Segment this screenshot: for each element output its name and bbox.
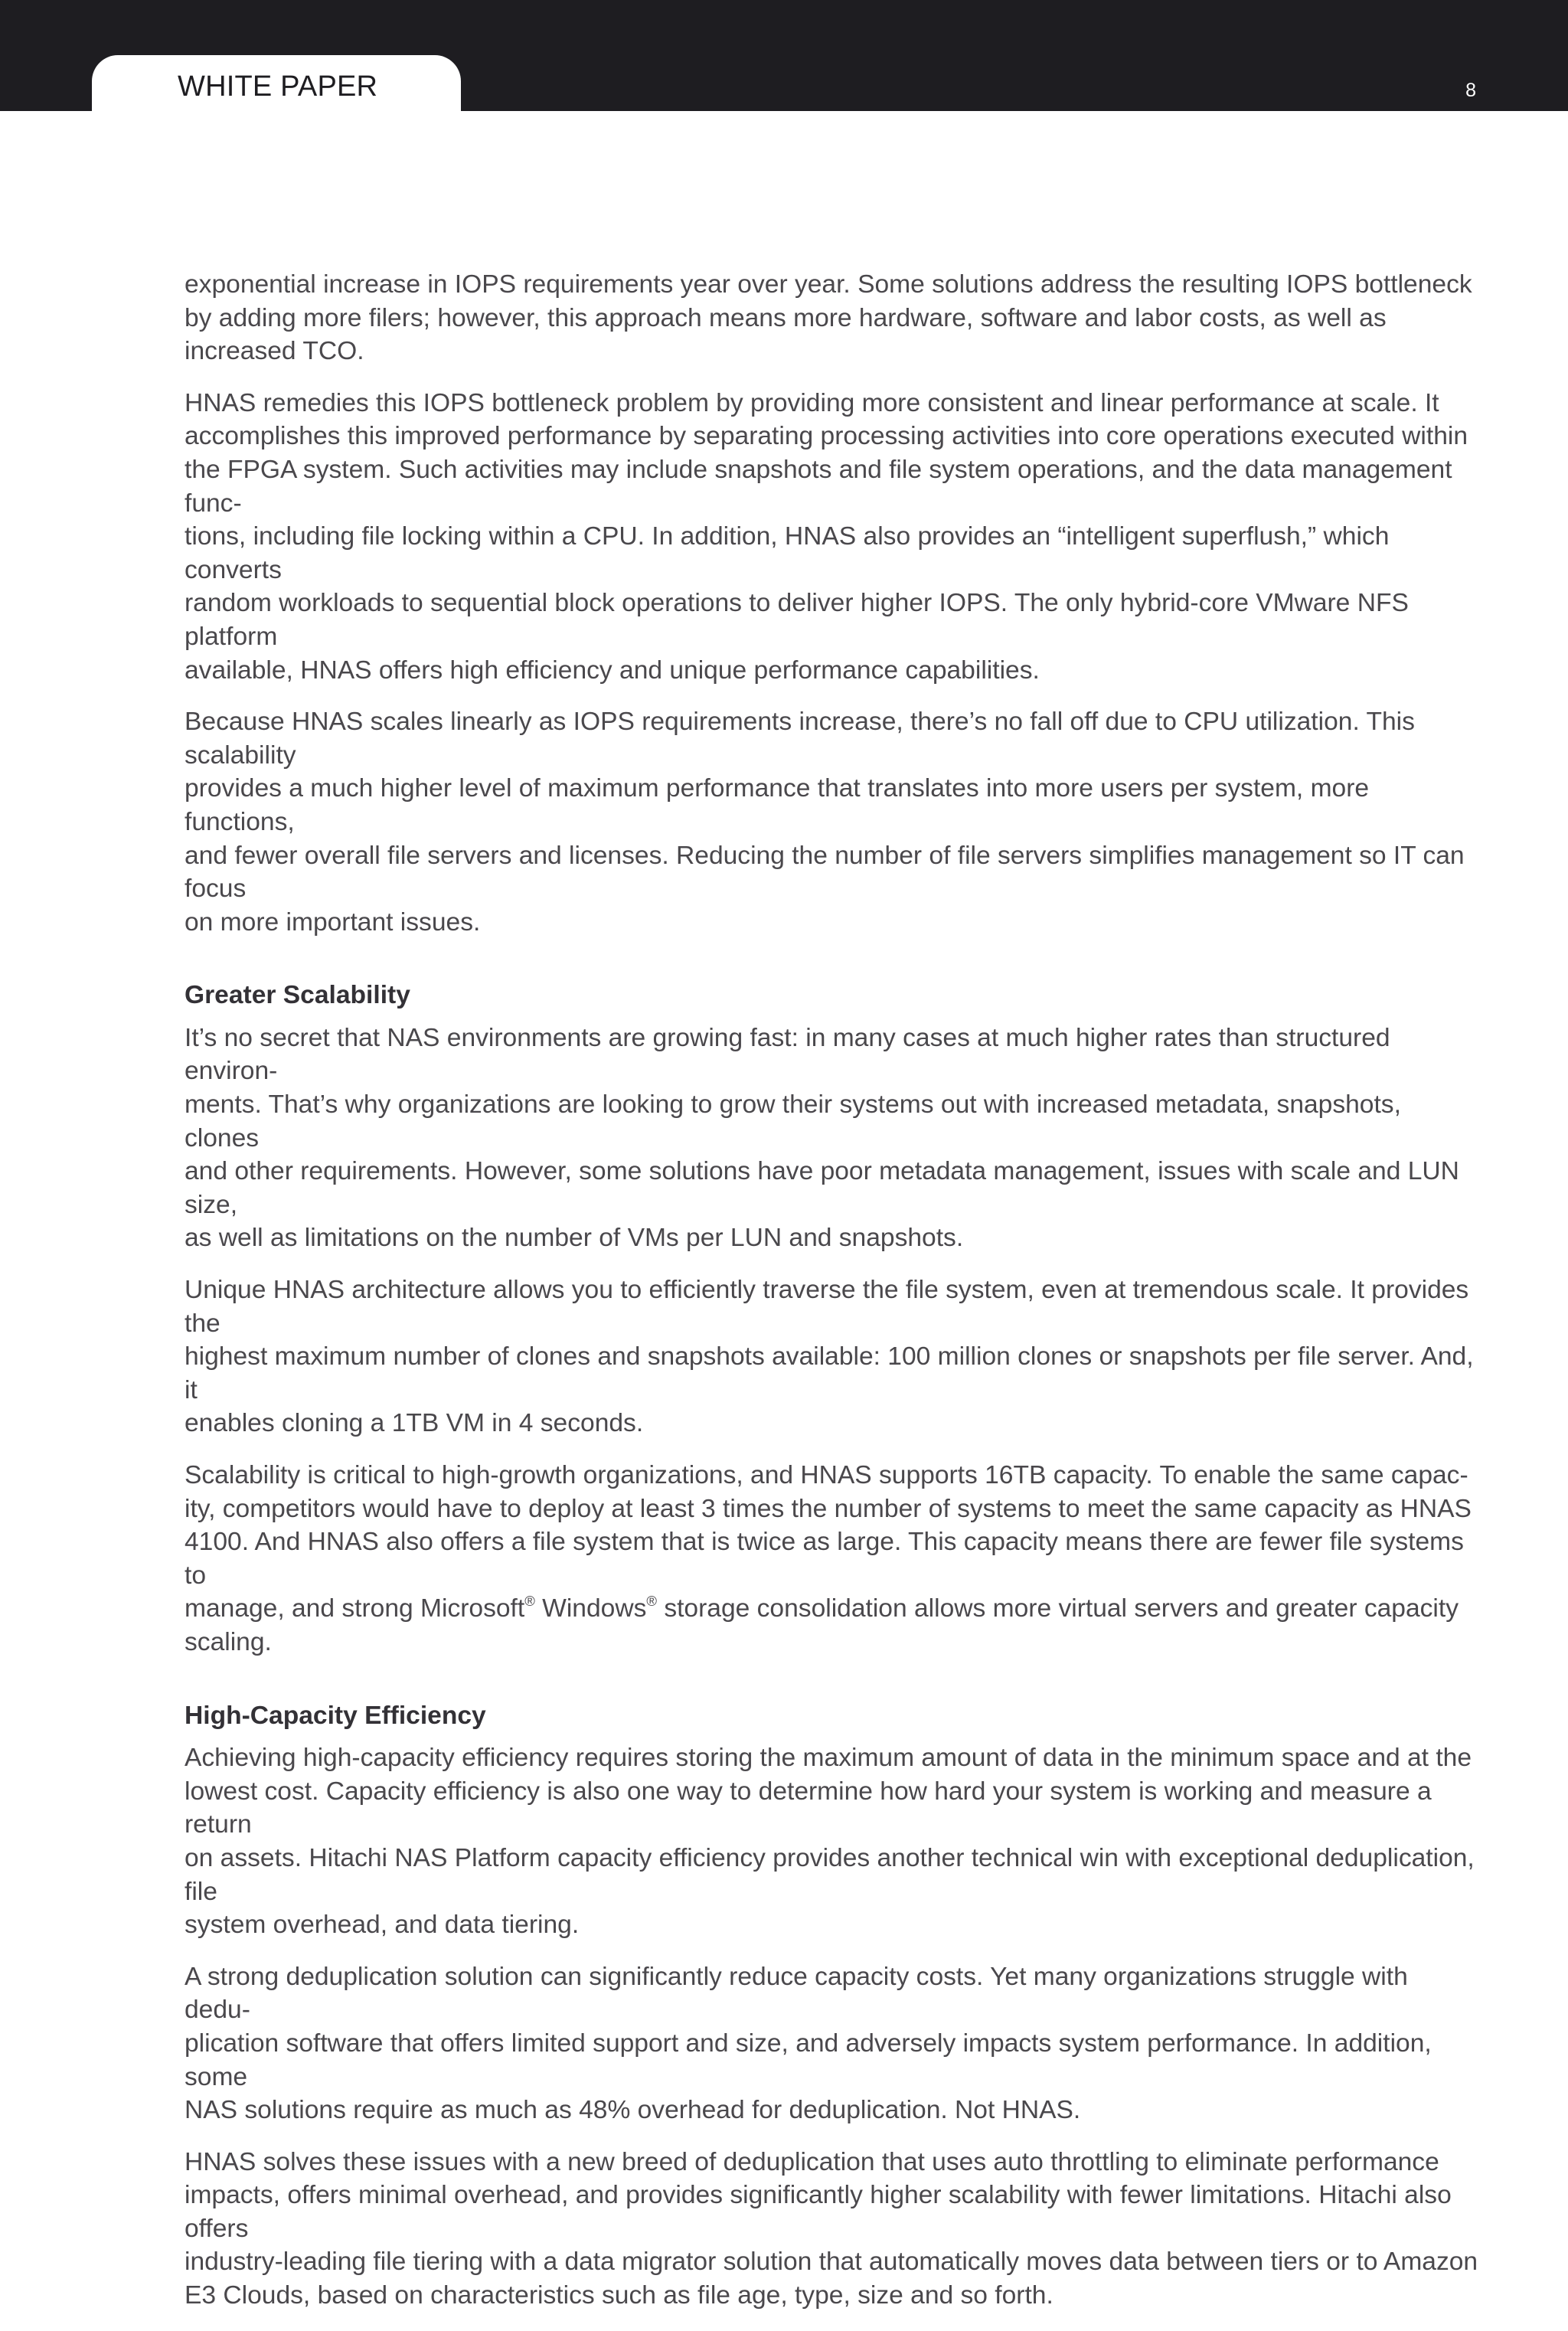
text-line: NAS solutions require as much as 48% overhead for deduplication. Not HNAS. <box>185 2096 1081 2125</box>
text-line: accomplishes this improved performance by separating processing activities into core operations executed within <box>185 422 1468 451</box>
text-line: exponential increase in IOPS requirements year over year. Some solutions address the resulting IOPS bottleneck <box>185 270 1472 299</box>
paragraph-3 <box>185 705 1478 939</box>
registered-mark: ® <box>524 1593 535 1610</box>
paragraph-2 <box>185 387 1478 687</box>
page-number: 8 <box>1465 80 1476 101</box>
text-line: by adding more filers; however, this approach means more hardware, software and labor costs, as well as <box>185 303 1387 332</box>
text-line: plication software that offers limited support and size, and adversely impacts system performance. In addition, some <box>185 2029 1432 2091</box>
text-line: increased TCO. <box>185 337 364 366</box>
text-line: highest maximum number of clones and snapshots available: 100 million clones or snapshots per file server. And, it <box>185 1342 1474 1404</box>
text-line: available, HNAS offers high efficiency and unique performance capabilities. <box>185 655 1040 685</box>
text-line: HNAS remedies this IOPS bottleneck problem by providing more consistent and linear performance at scale. It <box>185 388 1439 417</box>
paragraph-5 <box>185 1273 1478 1440</box>
text-line: and other requirements. However, some solutions have poor metadata management, issues with scale and LUN size, <box>185 1157 1459 1219</box>
body-text <box>185 268 1478 2331</box>
text-line: on more important issues. <box>185 907 481 937</box>
text-line: E3 Clouds, based on characteristics such as file age, type, size and so forth. <box>185 2281 1054 2310</box>
text-line: provides a much higher level of maximum performance that translates into more users per system, more functions, <box>185 774 1370 836</box>
text-line: lowest cost. Capacity efficiency is also one way to determine how hard your system is working and measure a return <box>185 1777 1432 1839</box>
paragraph-8 <box>185 1960 1478 2127</box>
header-bar <box>0 0 1568 111</box>
document-type-label: WHITE PAPER <box>178 70 378 103</box>
text-line: system overhead, and data tiering. <box>185 1911 580 1940</box>
text-line: Because HNAS scales linearly as IOPS requirements increase, there’s no fall off due to CPU utilization. This scalability <box>185 708 1415 770</box>
text-line: Unique HNAS architecture allows you to efficiently traverse the file system, even at tremendous scale. It provides the <box>185 1276 1469 1338</box>
paragraph-6-text-c: storage consolidation allows more virtual servers and greater capacity <box>656 1594 1459 1623</box>
registered-mark: ® <box>646 1593 657 1610</box>
paragraph-6-text-a: manage, and strong Microsoft <box>185 1594 525 1623</box>
text-line: the FPGA system. Such activities may include snapshots and file system operations, and the data management func- <box>185 455 1452 518</box>
heading-high-capacity-efficiency: High-Capacity Efficiency <box>185 1701 486 1730</box>
text-line: and fewer overall file servers and licenses. Reducing the number of file servers simplifies management so IT can focus <box>185 841 1465 904</box>
text-line: on assets. Hitachi NAS Platform capacity efficiency provides another technical win with exceptional deduplication, file <box>185 1843 1475 1906</box>
text-line: A strong deduplication solution can significantly reduce capacity costs. Yet many organizations struggle with dedu- <box>185 1962 1408 2025</box>
paragraph-6-text-b: Windows <box>534 1594 647 1623</box>
text-line: ity, competitors would have to deploy at least 3 times the number of systems to meet the same capacity as HNAS <box>185 1494 1472 1523</box>
heading-greater-scalability: Greater Scalability <box>185 981 410 1010</box>
text-line: impacts, offers minimal overhead, and provides significantly higher scalability with fewer limitations. Hitachi also offers <box>185 2181 1452 2243</box>
text-line: It’s no secret that NAS environments are growing fast: in many cases at much higher rates than structured environ- <box>185 1023 1390 1086</box>
text-line: Achieving high-capacity efficiency requires storing the maximum amount of data in the minimum space and at the <box>185 1744 1472 1773</box>
text-line: industry-leading file tiering with a data migrator solution that automatically moves data between tiers or to Amazon <box>185 2248 1478 2277</box>
text-line: Scalability is critical to high-growth organizations, and HNAS supports 16TB capacity. To enable the same capac- <box>185 1461 1468 1489</box>
paragraph-9 <box>185 2146 1478 2313</box>
paragraph-6-lines <box>185 1461 1472 1590</box>
text-line: as well as limitations on the number of VMs per LUN and snapshots. <box>185 1224 964 1253</box>
text-line: ments. That’s why organizations are looking to grow their systems out with increased metadata, snapshots, clones <box>185 1090 1401 1152</box>
text-line: tions, including file locking within a CPU. In addition, HNAS also provides an “intelligent superflush,” which converts <box>185 522 1390 584</box>
paragraph-4 <box>185 1022 1478 1255</box>
text-line: enables cloning a 1TB VM in 4 seconds. <box>185 1409 644 1438</box>
paragraph-7 <box>185 1741 1478 1942</box>
text-line: random workloads to sequential block operations to deliver higher IOPS. The only hybrid-core VMware NFS platform <box>185 589 1409 651</box>
paragraph-1 <box>185 268 1478 368</box>
paragraph-6-text-d: scaling. <box>185 1627 272 1656</box>
paragraph-6 <box>185 1459 1478 1659</box>
section-tab <box>92 55 461 111</box>
text-line: HNAS solves these issues with a new breed of deduplication that uses auto throttling to eliminate performance <box>185 2147 1439 2176</box>
text-line: 4100. And HNAS also offers a file system that is twice as large. This capacity means there are fewer file systems to <box>185 1528 1464 1590</box>
